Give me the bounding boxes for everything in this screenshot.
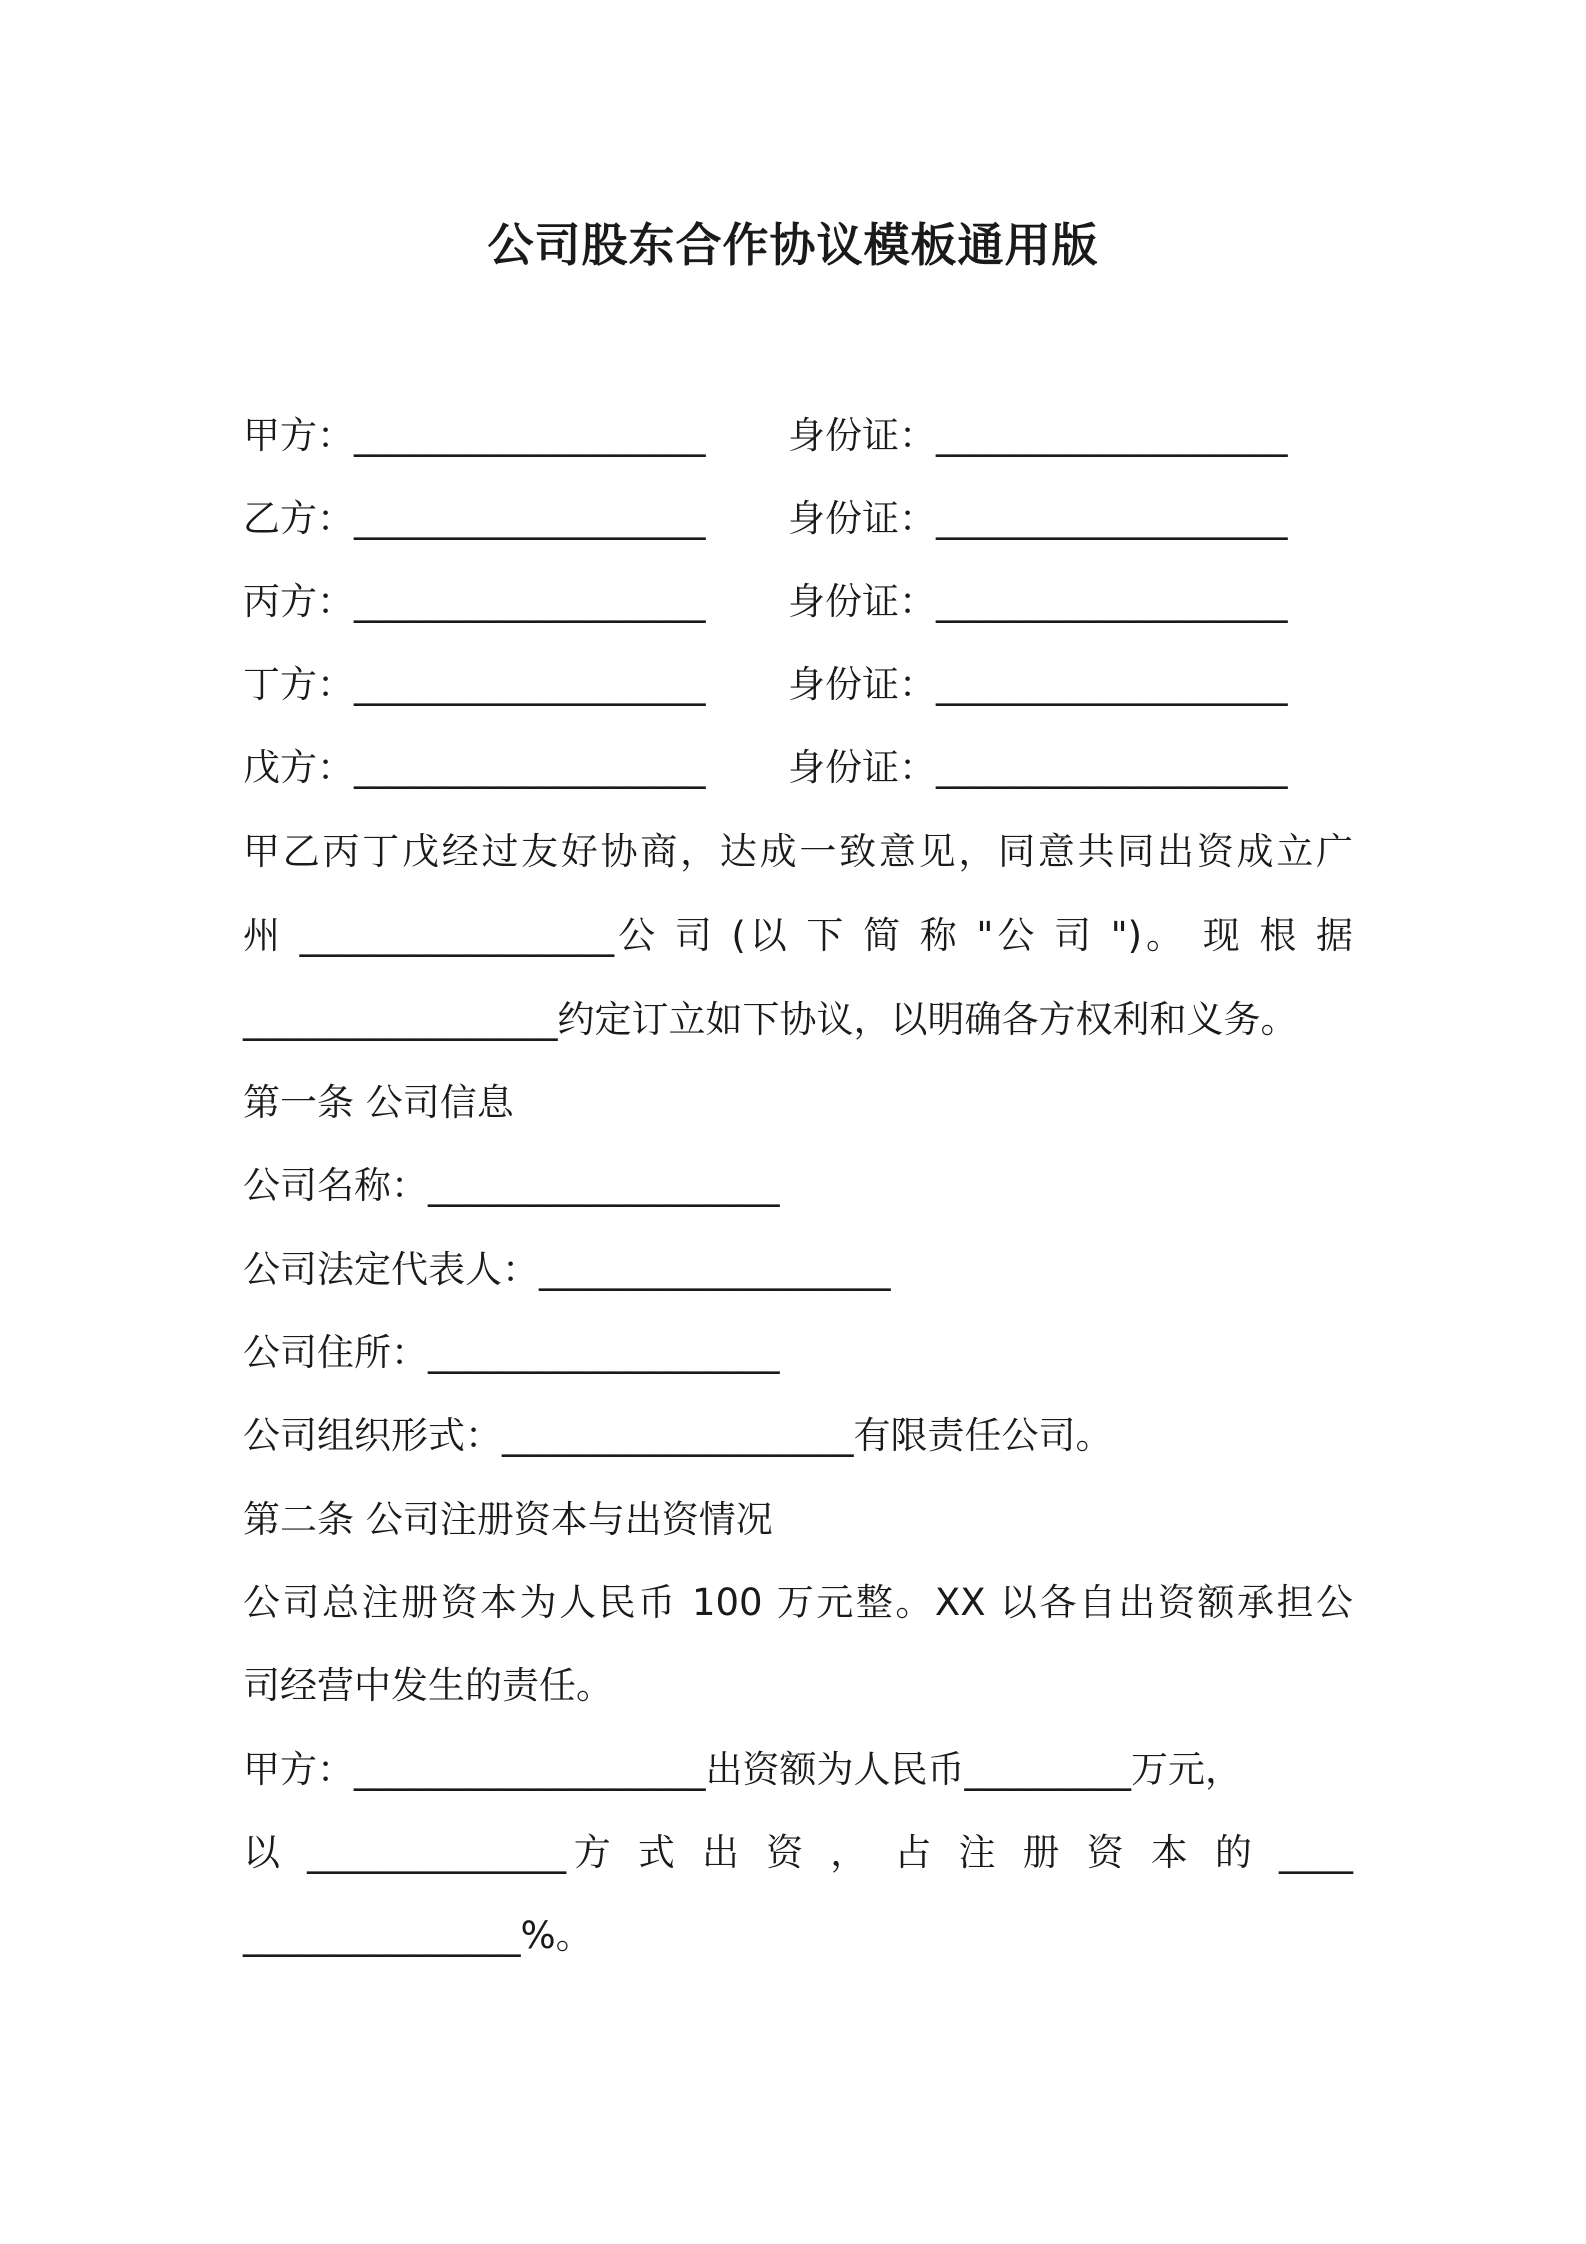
party-line-a — [243, 406, 1288, 466]
document-title: 公司股东合作协议模板通用版 — [487, 218, 1099, 272]
contribution-method-line: 以 ______________方 式 出 资 ， 占 注 册 资 本 的 ____ — [243, 1831, 1353, 1874]
party-label: 戊方：___________________ — [243, 746, 706, 789]
company-name-line: 公司名称：___________________ — [243, 1164, 780, 1207]
contribution-percent-line: _______________%。 — [243, 1914, 593, 1957]
company-form-line: 公司组织形式：___________________有限责任公司。 — [243, 1414, 1113, 1457]
party-label: 乙方：___________________ — [243, 497, 706, 540]
article-2-heading: 第二条 公司注册资本与出资情况 — [243, 1498, 773, 1541]
party-id-label: 身份证：___________________ — [788, 414, 1288, 457]
intro-line-1: 甲乙丙丁戊经过友好协商，达成一致意见，同意共同出资成立广 — [243, 830, 1353, 873]
party-id-label: 身份证：___________________ — [788, 580, 1288, 623]
party-line-e — [243, 738, 1288, 798]
intro-line-3: _________________约定订立如下协议，以明确各方权利和义务。 — [243, 998, 1298, 1041]
party-id-label: 身份证：___________________ — [788, 746, 1288, 789]
capital-line-2: 司经营中发生的责任。 — [243, 1664, 613, 1707]
article-1-heading: 第一条 公司信息 — [243, 1081, 514, 1124]
party-id-label: 身份证：___________________ — [788, 663, 1288, 706]
party-label: 丙方：___________________ — [243, 580, 706, 623]
legal-rep-line: 公司法定代表人：___________________ — [243, 1248, 891, 1291]
capital-line-1: 公司总注册资本为人民币 100 万元整。XX 以各自出资额承担公 — [243, 1581, 1353, 1624]
party-id-label: 身份证：___________________ — [788, 497, 1288, 540]
party-line-c — [243, 572, 1288, 632]
party-line-d — [243, 655, 1288, 715]
party-label: 甲方：___________________ — [243, 414, 706, 457]
company-address-line: 公司住所：___________________ — [243, 1331, 780, 1374]
intro-line-2: 州 _________________公 司 (以 下 简 称 "公 司 ")。 现 根 据 — [243, 914, 1353, 957]
party-label: 丁方：___________________ — [243, 663, 706, 706]
party-a-contribution-line: 甲方：___________________出资额为人民币_________万元， — [243, 1748, 1242, 1791]
party-line-b — [243, 489, 1288, 549]
